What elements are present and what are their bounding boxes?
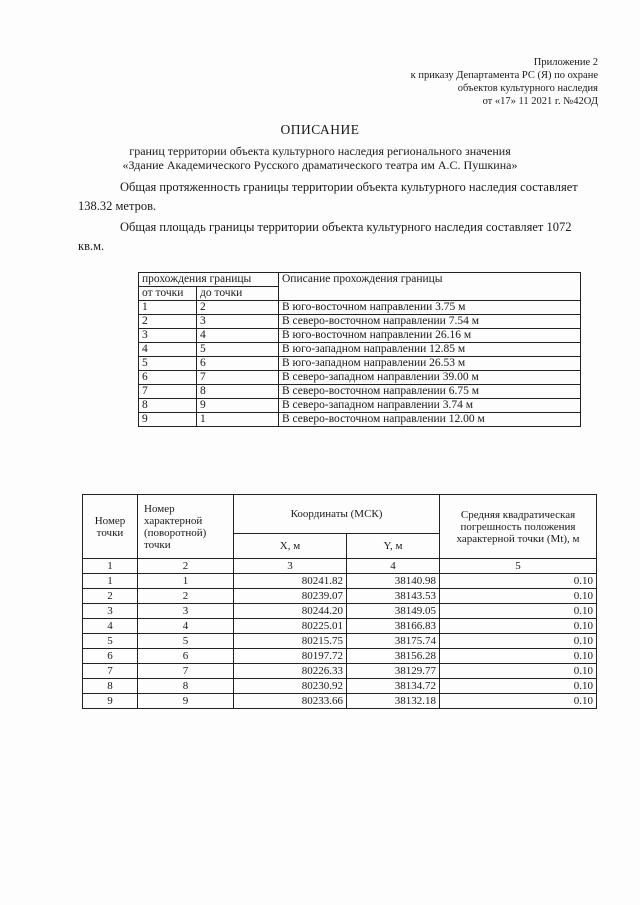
coord-cell-e: 0.10 [440, 634, 597, 649]
route-cell-desc: В северо-восточном направлении 7.54 м [279, 315, 581, 329]
document-subtitle: границ территории объекта культурного наследия регионального значения [129, 144, 511, 158]
coord-index-cell: 2 [138, 559, 234, 574]
route-cell-desc: В юго-западном направлении 12.85 м [279, 343, 581, 357]
route-cell-desc: В северо-западном направлении 3.74 м [279, 399, 581, 413]
coord-cell-x: 80230.92 [234, 679, 347, 694]
route-cell-from: 9 [139, 413, 197, 427]
route-row [139, 371, 581, 385]
coord-header-coords: Координаты (МСК) [234, 495, 440, 534]
coord-index-cell: 3 [234, 559, 347, 574]
document-title: ОПИСАНИЕ [280, 122, 360, 137]
coord-cell-x: 80239.07 [234, 589, 347, 604]
route-cell-to: 1 [197, 413, 279, 427]
route-header-desc: Описание прохождения границы [279, 273, 581, 301]
coord-cell-e: 0.10 [440, 649, 597, 664]
coord-row [83, 634, 597, 649]
coord-cell-y: 38134.72 [347, 679, 440, 694]
route-cell-desc: В юго-восточном направлении 3.75 м [279, 301, 581, 315]
route-cell-to: 3 [197, 315, 279, 329]
route-cell-from: 4 [139, 343, 197, 357]
appendix-header [358, 56, 598, 108]
coord-cell-y: 38156.28 [347, 649, 440, 664]
coord-cell-x: 80215.75 [234, 634, 347, 649]
route-cell-from: 5 [139, 357, 197, 371]
route-cell-to: 6 [197, 357, 279, 371]
coord-cell-x: 80197.72 [234, 649, 347, 664]
coord-cell-n: 1 [83, 574, 138, 589]
coord-cell-n: 8 [83, 679, 138, 694]
coord-cell-c: 4 [138, 619, 234, 634]
coord-cell-c: 3 [138, 604, 234, 619]
route-row [139, 413, 581, 427]
coord-cell-c: 7 [138, 664, 234, 679]
coord-cell-e: 0.10 [440, 664, 597, 679]
route-row [139, 315, 581, 329]
route-cell-to: 9 [197, 399, 279, 413]
route-header-to: до точки [197, 287, 279, 301]
coord-cell-n: 7 [83, 664, 138, 679]
route-cell-from: 7 [139, 385, 197, 399]
route-table-body [139, 301, 581, 427]
route-row [139, 399, 581, 413]
coord-table-body [83, 574, 597, 709]
coord-row [83, 649, 597, 664]
coord-cell-x: 80233.66 [234, 694, 347, 709]
coord-cell-x: 80244.20 [234, 604, 347, 619]
coord-header-num: Номер точки [83, 495, 138, 559]
coord-cell-y: 38140.98 [347, 574, 440, 589]
coord-header-x: X, м [234, 534, 347, 559]
coord-cell-n: 5 [83, 634, 138, 649]
coord-cell-n: 4 [83, 619, 138, 634]
route-cell-to: 4 [197, 329, 279, 343]
coord-cell-y: 38175.74 [347, 634, 440, 649]
length-paragraph: Общая протяженность границы территории объекта культурного наследия составляет 138.32 метров. [78, 180, 578, 213]
route-cell-from: 8 [139, 399, 197, 413]
coord-index-cell: 1 [83, 559, 138, 574]
coord-cell-y: 38132.18 [347, 694, 440, 709]
coord-cell-y: 38129.77 [347, 664, 440, 679]
coord-row [83, 664, 597, 679]
route-cell-from: 2 [139, 315, 197, 329]
coord-cell-c: 6 [138, 649, 234, 664]
route-row [139, 301, 581, 315]
coord-cell-y: 38166.83 [347, 619, 440, 634]
coord-cell-c: 9 [138, 694, 234, 709]
route-cell-desc: В северо-восточном направлении 6.75 м [279, 385, 581, 399]
coord-cell-n: 3 [83, 604, 138, 619]
coord-cell-x: 80241.82 [234, 574, 347, 589]
coord-row [83, 619, 597, 634]
coord-index-cell: 4 [347, 559, 440, 574]
coord-cell-n: 2 [83, 589, 138, 604]
appendix-line: к приказу Департамента РС (Я) по охране [410, 70, 598, 81]
route-row [139, 385, 581, 399]
route-header-group: прохождения границы [139, 273, 279, 287]
coord-cell-y: 38143.53 [347, 589, 440, 604]
coord-cell-e: 0.10 [440, 694, 597, 709]
route-row [139, 329, 581, 343]
coord-cell-e: 0.10 [440, 604, 597, 619]
route-cell-from: 1 [139, 301, 197, 315]
route-cell-desc: В северо-восточном направлении 12.00 м [279, 413, 581, 427]
coord-header-error: Средняя квадратическая погрешность положения характерной точки (Mt), м [440, 495, 597, 559]
coord-header-y: Y, м [347, 534, 440, 559]
coord-cell-e: 0.10 [440, 619, 597, 634]
coord-cell-e: 0.10 [440, 574, 597, 589]
coord-cell-x: 80225.01 [234, 619, 347, 634]
coord-row [83, 574, 597, 589]
coord-cell-n: 6 [83, 649, 138, 664]
coord-cell-e: 0.10 [440, 589, 597, 604]
coord-index-cell: 5 [440, 559, 597, 574]
boundary-route-table [138, 272, 581, 427]
coord-row [83, 589, 597, 604]
route-cell-to: 2 [197, 301, 279, 315]
coord-cell-x: 80226.33 [234, 664, 347, 679]
coord-cell-c: 1 [138, 574, 234, 589]
coordinates-table [82, 494, 597, 709]
coord-cell-c: 5 [138, 634, 234, 649]
document-subtitle: «Здание Академического Русского драматического театра им А.С. Пушкина» [122, 158, 518, 172]
coord-header-char: Номер характерной (поворотной) точки [138, 495, 234, 559]
route-row [139, 357, 581, 371]
appendix-line: объектов культурного наследия [457, 83, 598, 94]
area-paragraph: Общая площадь границы территории объекта культурного наследия составляет 1072 кв.м. [78, 220, 572, 253]
coord-cell-c: 2 [138, 589, 234, 604]
route-cell-desc: В северо-западном направлении 39.00 м [279, 371, 581, 385]
appendix-line: от «17» 11 2021 г. №42ОД [482, 96, 598, 107]
route-cell-from: 6 [139, 371, 197, 385]
route-header-from: от точки [139, 287, 197, 301]
route-row [139, 343, 581, 357]
coord-cell-e: 0.10 [440, 679, 597, 694]
coord-cell-y: 38149.05 [347, 604, 440, 619]
coord-row [83, 604, 597, 619]
coord-cell-n: 9 [83, 694, 138, 709]
route-cell-from: 3 [139, 329, 197, 343]
route-cell-desc: В юго-западном направлении 26.53 м [279, 357, 581, 371]
route-cell-to: 8 [197, 385, 279, 399]
coord-row [83, 679, 597, 694]
route-cell-desc: В юго-восточном направлении 26.16 м [279, 329, 581, 343]
appendix-line: Приложение 2 [533, 57, 598, 68]
route-cell-to: 5 [197, 343, 279, 357]
route-cell-to: 7 [197, 371, 279, 385]
coord-row [83, 694, 597, 709]
coord-cell-c: 8 [138, 679, 234, 694]
